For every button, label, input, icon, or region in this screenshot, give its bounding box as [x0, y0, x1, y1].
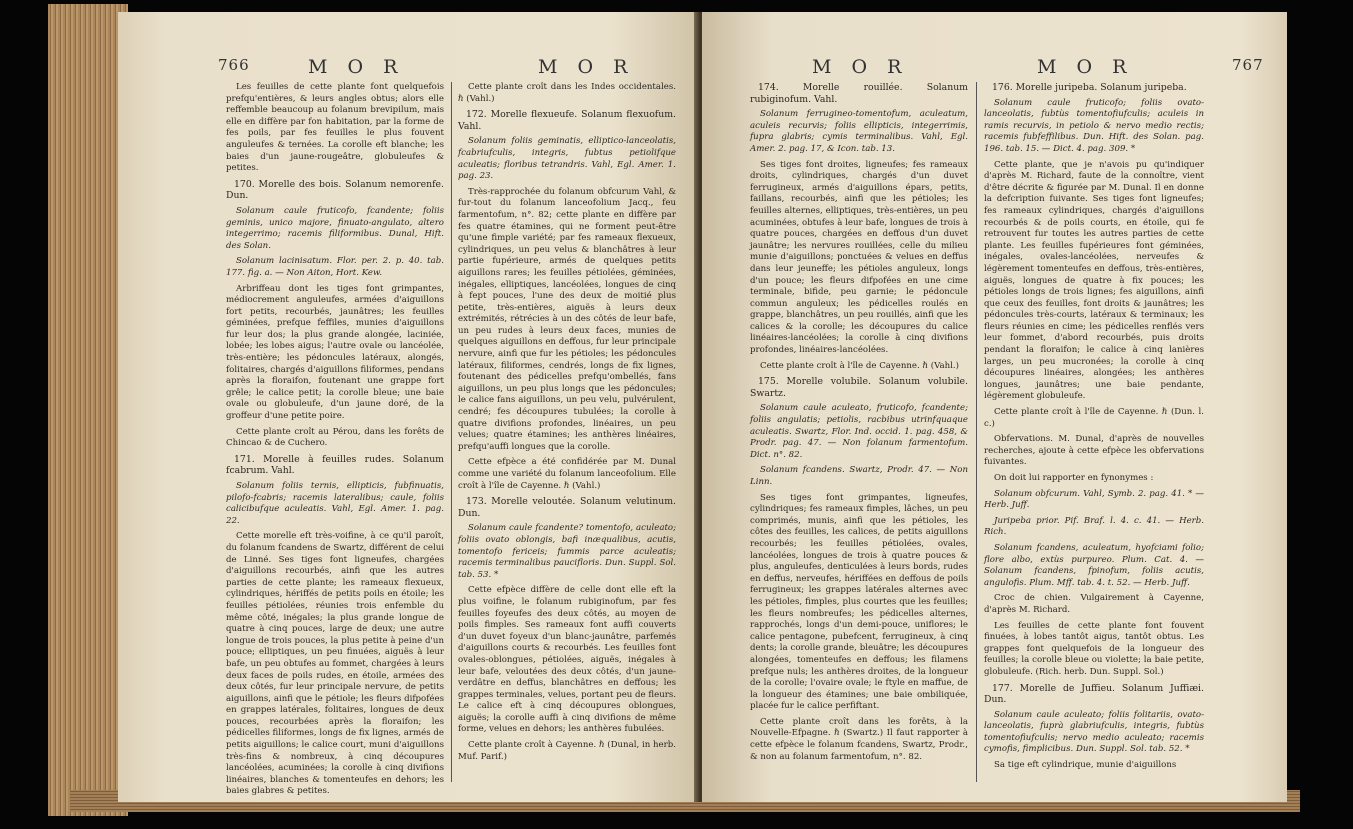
paragraph: Cette efpèce diffère de celle dont elle eft la plus voifine, le folanum rubiginofum, par fes feuilles foyeufes des deux côtés, au moyen de poils fimples. Ses rameaux font auffi couverts d'un duvet foyeux d'un blanc-jaunâtre, parfemés d'aiguillons courts & recourbés. Les feuilles font ovales-oblongues, pétiolées, aiguës, inégales à leur bafe, veloutées des deux côtés, d'un jaune-verdâtre en deffus, blanchâtres en deffous; les grappes terminales, velues, portant peu de fleurs. Le calice eft à cinq découpures oblongues, aiguës; la corolle auffi à cinq divifions de même forme, velues en dehors; les anthères fubulées. [458, 585, 676, 735]
right-column-2 [984, 82, 1204, 776]
paragraph: Cette plante croît au Pérou, dans les forêts de Chincao & de Cuchero. [226, 426, 444, 449]
book-page-edges [48, 4, 128, 816]
paragraph: Solanum caule fruticofo, fcandente; foliis geminis, unico majore, finuato-angulato, altero integerrimo; racemis filiformibus. Dunal, Hift. des Solan. [226, 205, 444, 251]
paragraph: Solanum fcandens. Swartz, Prodr. 47. — Non Linn. [750, 465, 968, 487]
paragraph: Cette plante croît à l'île de Cayenne. ℏ (Vahl.) [760, 360, 959, 371]
paragraph: Solanum caule aculeato; foliis folitariis, ovato-lanceolatis, fuprà glabriufculis, integris, fubtùs tomentofiufculis; nervo medio aculeato; racemis cymofis, fimplicibus. Dun. Suppl. Sol. tab. 52. * [984, 709, 1204, 755]
paragraph: Solanum obfcurum. Vahl, Symb. 2. pag. 41. * — Herb. Juff. [984, 488, 1204, 511]
paragraph: 170. Morelle des bois. Solanum nemorenfe. Dun. [226, 178, 444, 202]
column-rule [976, 82, 977, 782]
paragraph: Cette morelle eft très-voifine, à ce qu'il paroît, du folanum fcandens de Swartz, différent de celui de Linné. Ses tiges font ligneufes, chargées d'aiguillons recourbés, ainfi que les autres parties de cette plante; les rameaux flexueux, cylindriques, hériffés de petits poils en étoile; les feuilles pétiolées, réunies trois enfemble du même côté, inégales; la plus grande longue de quatre à cinq pouces, large de deux; une autre longue de trois pouces, la plus petite à peine d'un pouce; elliptiques, un peu finuées, aiguës à leur bafe, un peu obtufes au fommet, chargées à leurs deux faces de poils rudes, en étoile, armées des deux côtés, fur leur principale nervure, de petits aiguillons, ainfi que le pétiole; les fleurs difpofées en grappes latérales, folitaires, longues de deux pouces, recourbées après la floraifon; les pédicelles filiformes, longs de fix lignes, armés de petits aiguillons; le calice court, muni d'aiguillons très-fins & nombreux, à cinq découpures lancéolées, acuminées; la corolle à cinq divifions linéaires, blanches & tomenteufes en dehors; les baies glabres & petites. [226, 531, 444, 797]
paragraph: 173. Morelle veloutée. Solanum velutinum. Dun. [458, 496, 676, 519]
left-page [118, 12, 698, 802]
paragraph: Solanum caule aculeato, fruticofo, fcandente; foliis angulatis; petiolis, racbibus utrinfquaque aculeatis. Swartz, Flor. Ind. occid. 1. pag. 458, & Prodr. pag. 47. — Non folanum farmentofum. Dict. n°. 82. [750, 403, 968, 460]
paragraph: 176. Morelle juripeba. Solanum juripeba. [992, 82, 1187, 93]
paragraph: Cette plante croît dans les Indes occidentales. ℏ (Vahl.) [458, 82, 676, 104]
paragraph: Les feuilles de cette plante font quelquefois prefqu'entières, & leurs angles obtus; alors elle reffemble beaucoup au folanum brevipilum, mais elle en diffère par fon habitation, par la forme de fes poils, par fes feuilles le plus fouvent anguleufes & ternées. La corolle eft blanche; les baies d'un jaune-rougeâtre, globuleufes & petites. [226, 82, 444, 174]
paragraph: Solanum foliis geminatis, elliptico-lanceolatis, fcabriufculis, integris, fubtus petiolifque aculeatis; floribus tetrandris. Vahl, Egl. Amer. 1. pag. 23. [458, 136, 676, 182]
paragraph: Solanum ferrugineo-tomentofum, aculeatum, aculeis recurvis; foliis ellipticis, integerrimis, fupra glabris; cymis terminalibus. Vahl, Egl. Amer. 2. pag. 17, & Icon. tab. 13. [750, 109, 968, 154]
right-column-1 [750, 82, 968, 767]
right-page-number: 767 [1232, 56, 1264, 74]
column-rule [451, 82, 452, 782]
paragraph: Cette plante croît dans les forêts, à la Nouvelle-Efpagne. ℏ (Swartz.) Il faut rapporter à cette efpèce le folanum fcandens, Swartz, Prodr., & non au folanum farmentofum, n°. 82. [750, 716, 968, 762]
paragraph: 175. Morelle volubile. Solanum volubile. Swartz. [750, 376, 968, 399]
paragraph: Cette plante, que je n'avois pu qu'indiquer d'après M. Richard, faute de la connoître, vient d'être décrite & figurée par M. Dunal. Il en donne la defcription fuivante. Ses tiges font ligneufes; fes rameaux cylindriques, chargés d'aiguillons recourbés & de poils courts, en étoile, qui fe retrouvent fur toutes les autres parties de cette plante. Les feuilles fupérieures font géminées, inégales, ovales-lancéolées, nerveufes & légèrement tomenteufes en deffous, très-entières, aiguës, longues de quatre à fix pouces; les pétioles longs de trois lignes; fes aiguillons, ainfi que ceux des feuilles, font droits & jaunâtres; les pédoncules très-courts, latéraux & terminaux; les fleurs réunies en cime; les pédicelles renflés vers leur fommet, d'abord recourbés, puis droits pendant la floraifon; le calice à cinq lanières larges, un peu mucronées; la corolle à cinq découpures linéaires, alongées; les anthères longues, jaunâtres; une baie pendante, légèrement globuleufe. [984, 159, 1204, 402]
paragraph: 177. Morelle de Juffieu. Solanum Juffiæi. Dun. [984, 682, 1204, 706]
paragraph: Ses tiges font grimpantes, ligneufes, cylindriques; fes rameaux fimples, lâches, un peu comprimés, munis, ainfi que les pétioles, les côtes des feuilles, les calices, de petits aiguillons recourbés; les feuilles pétiolées, ovales, lancéolées, longues de trois à quatre pouces & plus, anguleufes, denticulées à leurs bords, rudes en deffus, nerveufes, hériffées en deffous de poils ferrugineux; les grappes latérales alternes avec les pétioles, fimples, plus courtes que les feuilles; les fleurs nombreufes; les pédicelles alternes, rapprochés, longs d'un demi-pouce, uniflores; le calice pentagone, pubefcent, ferrugineux, à cinq dents; la corolle grande, bleuâtre; les découpures alongées, tomenteufes en deffous; les filamens prefque nuls; les anthères droites, de la longueur de la corolle; l'ovaire ovale; le ftyle en maffue, de la longueur des étamines; une baie ombiliquée, placée fur le calice perfiftant. [750, 492, 968, 712]
right-page [702, 12, 1287, 802]
left-running-head-1: M O R [308, 56, 405, 78]
paragraph: Croc de chien. Vulgairement à Cayenne, d'après M. Richard. [984, 593, 1204, 615]
paragraph: Cette plante croît à l'île de Cayenne. ℏ (Dun. l. c.) [984, 407, 1204, 429]
paragraph: Ses tiges font droites, ligneufes; fes rameaux droits, cylindriques, chargés d'un duvet ferrugineux, armés d'aiguillons épars, petits, faillans, recourbés, ainfi que les pétioles; les feuilles alternes, elliptiques, très-entières, un peu acuminées, obtufes à leur bafe, longues de trois à quatre pouces, chargées en deffous d'un duvet jaunâtre; les nervures rouillées, celle du milieu munie d'aiguillons; ponctuées & velues en deffus dans leur jeuneffe; les pétioles anguleux, longs d'un pouce; les fleurs difpofées en une cime terminale, bifide, peu garnie; le pédoncule commun anguleux; les pédicelles roulés en grappe, blanchâtres, un peu rouillés, ainfi que les calices & la corolle; les découpures du calice linéaires-lancéolées; la corolle à cinq divifions profondes, linéaires-lancéolées. [750, 159, 968, 356]
paragraph: Juripeba prior. Pif. Braf. l. 4. c. 41. — Herb. Rich. [984, 515, 1204, 538]
paragraph: Solanum fcandens, aculeatum, hyofciami folio; flore albo, extùs purpureo. Plum. Cat. 4. — Solanum fcandens, fpinofum, foliis acutis, angulofis. Plum. Mff. tab. 4. t. 52. — Herb. Juff. [984, 542, 1204, 588]
paragraph: Solanum caule fcandente? tomentofo, aculeato; foliis ovato oblongis, bafi inæqualibus, acutis, tomentofo fericeis; fummis parce aculeatis; racemis terminalibus paucifloris. Dun. Suppl. Sol. tab. 53. * [458, 523, 676, 580]
left-column-1 [226, 82, 444, 802]
paragraph: Solanum foliis ternis, ellipticis, fubfinuatis, pilofo-fcabris; racemis lateralibus; caule, foliis calicibufque aculeatis. Vahl, Egl. Amer. 1. pag. 22. [226, 481, 444, 526]
paragraph: 172. Morelle flexueufe. Solanum flexuofum. Vahl. [458, 109, 676, 132]
right-running-head-1: M O R [812, 56, 909, 78]
paragraph: 171. Morelle à feuilles rudes. Solanum fcabrum. Vahl. [226, 453, 444, 477]
left-column-2 [458, 82, 676, 767]
paragraph: Arbriffeau dont les tiges font grimpantes, médiocrement anguleufes, armées d'aiguillons fort petits, recourbés, jaunâtres; les feuilles géminées, prefque feffiles, munies d'aiguillons fur leur dos; la plus grande alongée, laciniée, lobée; les lobes aigus; l'autre ovale ou lancéolée, très-entière; les pédoncules latéraux, alongés, folitaires, chargés d'aiguillons filiformes, pendans après la floraifon, foutenant une grappe fort grêle; le calice petit; la corolle bleue; une baie ovale ou globuleufe, d'un jaune doré, de la groffeur d'une petite poire. [226, 283, 444, 422]
paragraph: On doit lui rapporter en fynonymes : [994, 473, 1154, 483]
right-running-head-2: M O R [1037, 56, 1134, 78]
paragraph: Très-rapprochée du folanum obfcurum Vahl, & fur-tout du folanum lanceofolium Jacq., feu farmentofum, n°. 82; cette plante en diffère par fes quatre étamines, qui ne forment peut-être qu'une fimple variété; par fes rameaux flexueux, cylindriques, un peu velus & blanchâtres à leur partie fupérieure, armés de quelques petits aiguillons rares; les feuilles pétiolées, géminées, inégales, elliptiques, lancéolées, longues de cinq à fept pouces, l'une des deux de moitié plus petite, très-entières, aiguës à leurs deux extrémités, rétrécies à un des côtés de leur bafe, un peu rudes à leurs deux faces, munies de quelques aiguillons en deffous, fur leur principale nervure, ainfi que fur les pétioles; les pédoncules latéraux, filiformes, cendrés, longs de fix lignes, foutenant des pédicelles prefqu'ombellés, fans aiguillons, un peu plus longs que les pédoncules; le calice fans aiguillons, un peu velu, pulvérulent, cendré; fes découpures tubulées; la corolle à quatre divifions profondes, linéaires, un peu velues; quatre étamines; les anthères linéaires, prefqu'auffi longues que la corolle. [458, 186, 676, 452]
paragraph: Solanum lacinisatum. Flor. per. 2. p. 40. tab. 177. fig. a. — Non Aiton, Hort. Kew. [226, 256, 444, 278]
left-page-number: 766 [218, 56, 250, 74]
paragraph: Obfervations. M. Dunal, d'après de nouvelles recherches, ajoute à cette efpèce les obfervations fuivantes. [984, 434, 1204, 468]
paragraph: Sa tige eft cylindrique, munie d'aiguillons [994, 760, 1177, 771]
paragraph: Cette plante croît à Cayenne. ℏ (Dunal, in herb. Muf. Parif.) [458, 740, 676, 762]
paragraph: Les feuilles de cette plante font fouvent finuées, à lobes tantôt aigus, tantôt obtus. Les grappes font quelquefois de la longueur des feuilles; la corolle bleue ou violette; la baie petite, globuleufe. (Rich. herb. Dun. Suppl. Sol.) [984, 620, 1204, 677]
paragraph: Solanum caule fruticofo; foliis ovato-lanceolatis, fubtùs tomentofiufculis; aculeis in ramis recurvis, in petiolo & nervo medio rectis; racemis fubfeffilibus. Dun. Hift. des Solan. pag. 196. tab. 15. — Dict. 4. pag. 309. * [984, 97, 1204, 154]
paragraph: 174. Morelle rouillée. Solanum rubiginofum. Vahl. [750, 82, 968, 105]
paragraph: Cette efpèce a été confidérée par M. Dunal comme une variété du folanum lanceofolium. Elle croît à l'île de Cayenne. ℏ (Vahl.) [458, 457, 676, 491]
left-running-head-2: M O R [538, 56, 635, 78]
